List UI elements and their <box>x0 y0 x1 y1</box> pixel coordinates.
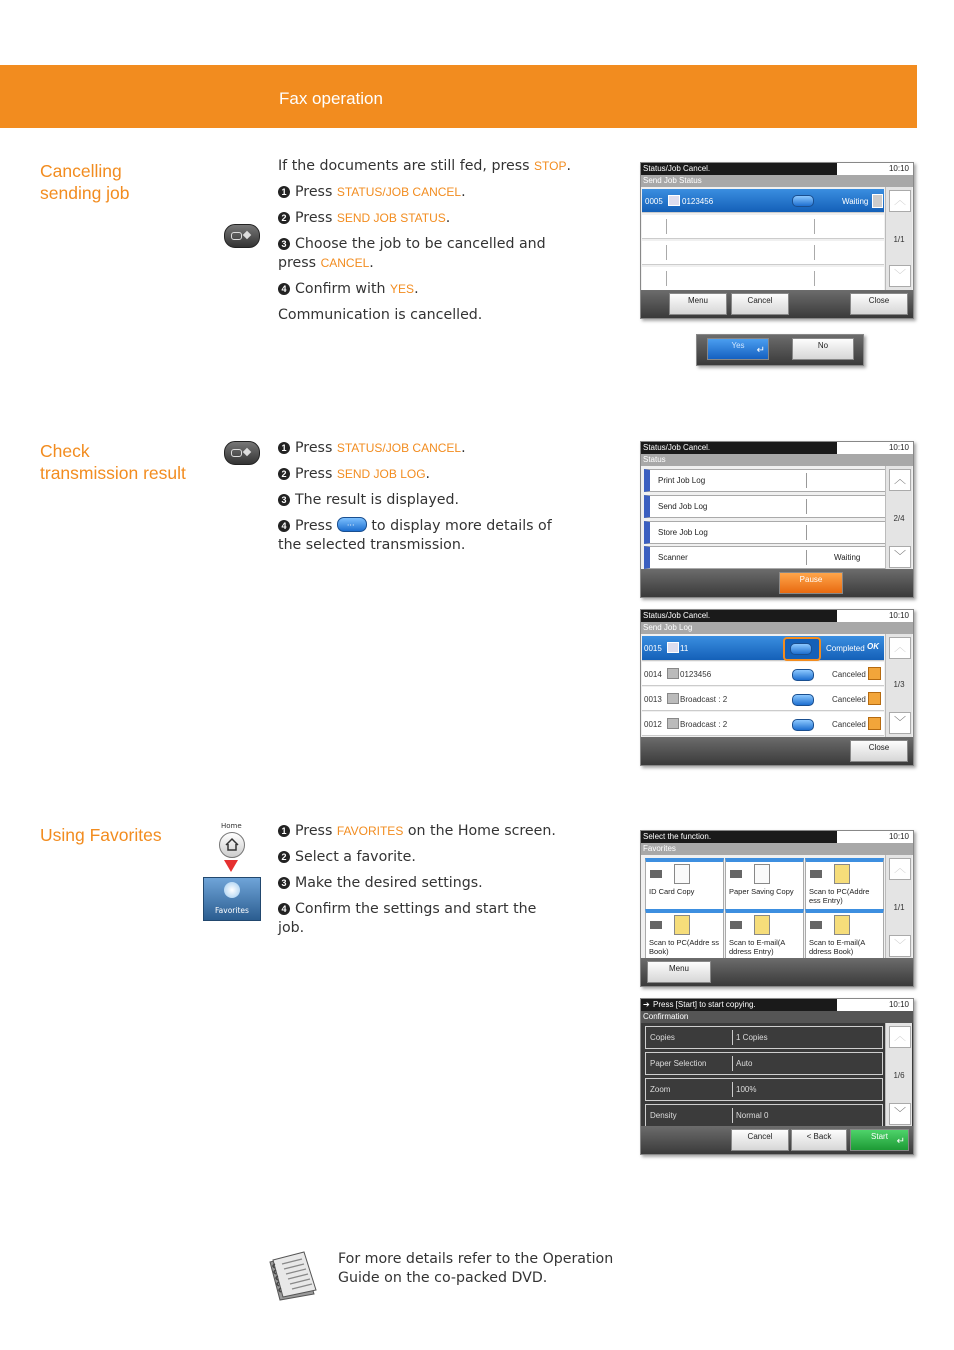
job-destination: Broadcast : 2 <box>680 720 728 729</box>
no-button[interactable]: No <box>792 338 854 360</box>
log-row[interactable] <box>642 662 884 686</box>
scan-icon <box>810 870 822 878</box>
enter-icon: ↵ <box>896 1136 905 1147</box>
screen-subtitle <box>641 843 913 855</box>
separator <box>732 1082 733 1097</box>
warning-icon <box>868 692 881 705</box>
favorite-tile-id-card-copy[interactable] <box>645 858 724 910</box>
job-row-selected[interactable] <box>642 189 884 213</box>
folder-icon <box>674 915 690 935</box>
tile-label: Scan to PC(Addre ess Entry) <box>809 887 870 905</box>
scroll-panel <box>885 855 912 961</box>
clock: 10:10 <box>888 443 909 452</box>
instructions-favorites <box>278 822 578 945</box>
page-indicator: 1/6 <box>893 1071 905 1080</box>
status-row-print-job-log[interactable] <box>644 469 889 492</box>
subtitle-text: Favorites <box>643 844 676 853</box>
keyword: CANCEL <box>320 256 370 270</box>
keyword-stop: STOP <box>534 159 567 173</box>
home-icon <box>219 832 245 858</box>
scroll-down-icon[interactable]: ﹀ <box>889 265 911 287</box>
job-id: 0005 <box>645 197 663 206</box>
tile-label: ID Card Copy <box>649 887 695 896</box>
screen-status <box>640 441 914 598</box>
intro-paragraph: If the documents are still fed, press STOP. <box>278 158 571 174</box>
favorite-tile-paper-saving-copy[interactable] <box>725 858 804 910</box>
scroll-up-icon[interactable]: ︿ <box>889 637 911 659</box>
text: to display more details of the selected transmission. <box>278 518 552 553</box>
screen-title: Status/Job Cancel. <box>643 443 711 452</box>
status-job-cancel-key-icon <box>224 224 260 248</box>
scroll-panel <box>885 187 912 290</box>
details-button[interactable] <box>792 669 814 681</box>
job-destination: Broadcast : 2 <box>680 695 728 704</box>
back-button[interactable]: < Back <box>791 1129 847 1151</box>
globe-icon <box>224 882 240 898</box>
favorite-tile-scan-to-pc-book[interactable] <box>645 909 724 961</box>
setting-label: Zoom <box>650 1085 671 1094</box>
log-row[interactable] <box>642 687 884 711</box>
screen-subtitle <box>641 454 913 466</box>
step-3: 3 Make the desired settings. <box>278 874 578 893</box>
manual-icon <box>262 1250 322 1302</box>
details-button[interactable] <box>792 195 814 207</box>
separator <box>814 245 815 260</box>
keyword: SEND JOB STATUS <box>336 211 446 225</box>
separator <box>666 271 667 286</box>
step-1: 1 Press STATUS/JOB CANCEL. <box>278 183 578 202</box>
separator <box>732 1108 733 1123</box>
details-button-icon <box>337 517 367 532</box>
scroll-down-icon[interactable]: ﹀ <box>889 1103 911 1125</box>
tile-label: Scan to E-mail(A ddress Book) <box>809 938 865 956</box>
screen-title: Status/Job Cancel. <box>643 611 711 620</box>
text: Confirm with <box>295 281 391 297</box>
start-button[interactable] <box>850 1129 909 1151</box>
pause-button[interactable]: Pause <box>779 572 843 594</box>
setting-row-copies[interactable] <box>645 1026 883 1049</box>
scroll-panel <box>885 466 912 572</box>
scroll-up-icon[interactable]: ︿ <box>889 469 911 491</box>
page-indicator: 1/3 <box>893 680 905 689</box>
footer-line: Guide on the co-packed DVD. <box>338 1270 548 1286</box>
step-3: 3 Choose the job to be cancelled and press CANCEL. <box>278 236 546 271</box>
job-status: Waiting <box>842 197 869 206</box>
separator <box>806 525 807 540</box>
section-heading-favorites: Using Favorites <box>40 825 162 845</box>
text: Confirm the settings and start the job. <box>278 901 537 936</box>
step-2: 2 Select a favorite. <box>278 848 578 867</box>
text: Select a favorite. <box>295 849 416 865</box>
job-status: Canceled <box>832 670 866 679</box>
job-row-empty[interactable] <box>642 241 884 265</box>
row-label: Store Job Log <box>658 528 708 537</box>
heading-line: sending job <box>40 183 130 203</box>
favorite-tile-scan-to-pc-entry[interactable] <box>805 858 884 910</box>
scan-icon <box>730 921 742 929</box>
setting-value: 100% <box>736 1085 757 1094</box>
close-button[interactable]: Close <box>850 293 908 315</box>
mail-icon <box>754 915 770 935</box>
heading-line: Check <box>40 441 90 461</box>
title-block <box>641 999 837 1011</box>
separator <box>814 219 815 234</box>
screen-button-bar <box>641 569 913 597</box>
step-2: 2 Press SEND JOB LOG. <box>278 465 578 484</box>
setting-label: Copies <box>650 1033 675 1042</box>
subtitle-text: Send Job Log <box>643 623 693 632</box>
cancel-button[interactable]: Cancel <box>731 293 789 315</box>
scroll-up-icon[interactable]: ︿ <box>889 858 911 880</box>
setting-label: Density <box>650 1111 677 1120</box>
scan-icon <box>650 921 662 929</box>
start-label: Start <box>871 1132 888 1141</box>
row-label: Scanner <box>658 553 688 562</box>
separator <box>806 499 807 514</box>
separator <box>732 1030 733 1045</box>
step-2: 2 Press SEND JOB STATUS. <box>278 209 578 228</box>
fax-icon <box>668 195 680 206</box>
text: Make the desired settings. <box>295 875 483 891</box>
row-label: Print Job Log <box>658 476 706 485</box>
text: on the Home screen. <box>403 823 556 839</box>
cancel-button[interactable]: Cancel <box>731 1129 789 1151</box>
scan-icon <box>810 921 822 929</box>
enter-icon: ↵ <box>756 345 765 356</box>
text: The result is displayed. <box>295 492 460 508</box>
heading-line: Cancelling <box>40 161 122 181</box>
setting-label: Paper Selection <box>650 1059 707 1068</box>
step-4: 4 Confirm the settings and start the job. <box>278 901 537 936</box>
screen-favorites <box>640 830 914 987</box>
scroll-down-icon[interactable]: ﹀ <box>889 546 911 568</box>
screen-title: Select the function. <box>643 832 712 841</box>
keyword: YES <box>390 282 415 296</box>
job-id: 0012 <box>644 720 662 729</box>
scroll-panel <box>885 1023 912 1129</box>
separator <box>806 473 807 488</box>
text: Press <box>295 440 337 456</box>
folder-icon <box>834 864 850 884</box>
setting-value: 1 Copies <box>736 1033 768 1042</box>
outro: Communication is cancelled. <box>278 307 483 323</box>
menu-button[interactable]: Menu <box>669 293 727 315</box>
screen-title: Status/Job Cancel. <box>643 164 711 173</box>
job-status: Completed <box>826 644 865 653</box>
separator <box>732 1056 733 1071</box>
confirm-dialog <box>696 334 864 366</box>
step-3: 3 The result is displayed. <box>278 491 578 510</box>
setting-value: Normal 0 <box>736 1111 769 1120</box>
row-status: Waiting <box>834 553 861 562</box>
text: Press <box>295 518 337 534</box>
job-id: 0013 <box>644 695 662 704</box>
warning-icon <box>868 717 881 730</box>
title-block <box>641 831 837 843</box>
screen-button-bar <box>641 1126 913 1154</box>
status-row-scanner[interactable] <box>644 546 889 569</box>
mail-icon <box>834 915 850 935</box>
screen-subtitle <box>641 622 913 634</box>
screen-send-job-log <box>640 609 914 766</box>
header-banner <box>0 65 917 128</box>
tile-label: Scan to E-mail(A ddress Entry) <box>729 938 785 956</box>
page-indicator: 2/4 <box>893 514 905 523</box>
job-row-empty[interactable] <box>642 267 884 291</box>
document-icon <box>872 194 883 208</box>
job-row-empty[interactable] <box>642 215 884 239</box>
fax-icon <box>667 642 679 653</box>
copy-icon <box>730 870 742 878</box>
setting-row-paper-selection[interactable] <box>645 1052 883 1075</box>
keyword: SEND JOB LOG <box>336 467 426 481</box>
keyword: STATUS/JOB CANCEL <box>336 441 462 455</box>
step-4: 4 Confirm with YES. <box>278 280 578 299</box>
scroll-up-icon[interactable]: ︿ <box>889 190 911 212</box>
document-icon <box>674 864 690 884</box>
yes-label: Yes <box>731 341 745 350</box>
step-1: 1 Press STATUS/JOB CANCEL. <box>278 439 578 458</box>
fax-icon <box>667 693 679 704</box>
job-destination: 11 <box>680 644 689 653</box>
screen-send-job-status <box>640 162 914 319</box>
document-icon <box>754 864 770 884</box>
text: Press <box>295 466 337 482</box>
tile-label: Scan to PC(Addre ss Book) <box>649 938 720 956</box>
text: Choose the job to be cancelled and press <box>278 236 546 271</box>
text: Press <box>295 823 337 839</box>
clock: 10:10 <box>888 611 909 620</box>
favorites-icon <box>203 877 261 921</box>
fax-icon <box>667 668 679 679</box>
separator <box>666 245 667 260</box>
screen-button-bar <box>641 737 913 765</box>
text: Press <box>295 184 337 200</box>
page-title: Fax operation <box>279 89 383 108</box>
screen-title: Press [Start] to start copying. <box>653 1000 756 1009</box>
subtitle-text: Confirmation <box>643 1012 689 1021</box>
section-heading-cancelling <box>40 160 130 204</box>
section-heading-check <box>40 440 186 484</box>
scroll-down-icon[interactable]: ﹀ <box>889 712 911 734</box>
favorite-tile-scan-to-email-entry[interactable] <box>725 909 804 961</box>
status-row-store-job-log[interactable] <box>644 521 889 544</box>
setting-row-density[interactable] <box>645 1104 883 1127</box>
clock: 10:10 <box>888 832 909 841</box>
text: Press <box>295 210 337 226</box>
scroll-down-icon[interactable]: ﹀ <box>889 935 911 957</box>
title-block <box>641 163 837 175</box>
step-1: 1 Press FAVORITES on the Home screen. <box>278 822 578 841</box>
clock: 10:10 <box>888 164 909 173</box>
job-destination: 0123456 <box>680 670 712 679</box>
subtitle-text: Status <box>643 455 666 464</box>
job-id: 0014 <box>644 670 662 679</box>
log-row[interactable] <box>642 712 884 736</box>
status-job-cancel-key-icon <box>224 441 260 465</box>
footer-note <box>338 1250 638 1288</box>
setting-value: Auto <box>736 1059 753 1068</box>
arrow-down-icon <box>224 860 238 872</box>
screen-confirmation <box>640 998 914 1155</box>
keyword: FAVORITES <box>336 824 404 838</box>
page-indicator: 1/1 <box>893 235 905 244</box>
screen-button-bar <box>641 958 913 986</box>
menu-button[interactable]: Menu <box>647 961 711 983</box>
text: If the documents are still fed, press <box>278 158 535 174</box>
manual-glyph <box>262 1250 322 1302</box>
screen-subtitle <box>641 1011 913 1023</box>
subtitle-text: Send Job Status <box>643 176 702 185</box>
fax-icon <box>667 718 679 729</box>
separator <box>814 271 815 286</box>
job-status: Canceled <box>832 720 866 729</box>
title-block <box>641 610 837 622</box>
instructions-cancelling <box>278 157 578 332</box>
close-button[interactable]: Close <box>850 740 908 762</box>
keyword: STATUS/JOB CANCEL <box>336 185 462 199</box>
favorite-tile-scan-to-email-book[interactable] <box>805 909 884 961</box>
home-label: Home <box>221 822 242 830</box>
row-label: Send Job Log <box>658 502 708 511</box>
yes-button[interactable] <box>707 338 769 360</box>
warning-icon <box>868 667 881 680</box>
job-destination: 0123456 <box>682 197 714 206</box>
separator <box>666 219 667 234</box>
job-status: Canceled <box>832 695 866 704</box>
ok-badge: OK <box>867 642 879 651</box>
title-block <box>641 442 837 454</box>
details-button[interactable] <box>790 643 812 655</box>
footer-line: For more details refer to the Operation <box>338 1251 614 1267</box>
log-row-selected[interactable] <box>642 636 884 661</box>
tile-label: Paper Saving Copy <box>729 887 794 896</box>
details-button[interactable] <box>792 719 814 731</box>
home-glyph <box>220 833 244 857</box>
setting-row-zoom[interactable] <box>645 1078 883 1101</box>
separator <box>806 550 807 565</box>
page-indicator: 1/1 <box>893 903 905 912</box>
step-4: 4 Press ··· to display more details of the selected transmission. <box>278 517 578 555</box>
screen-button-bar <box>641 290 913 318</box>
screen-subtitle <box>641 175 913 187</box>
arrow-right-icon: ➔ <box>643 1000 650 1009</box>
clock: 10:10 <box>888 1000 909 1009</box>
status-row-send-job-log[interactable] <box>644 495 889 518</box>
favorites-label: Favorites <box>215 906 249 915</box>
scroll-up-icon[interactable]: ︿ <box>889 1026 911 1048</box>
details-button[interactable] <box>792 694 814 706</box>
heading-line: transmission result <box>40 463 186 483</box>
scroll-panel <box>885 634 912 737</box>
copy-icon <box>650 870 662 878</box>
job-id: 0015 <box>644 644 662 653</box>
instructions-check <box>278 439 578 562</box>
